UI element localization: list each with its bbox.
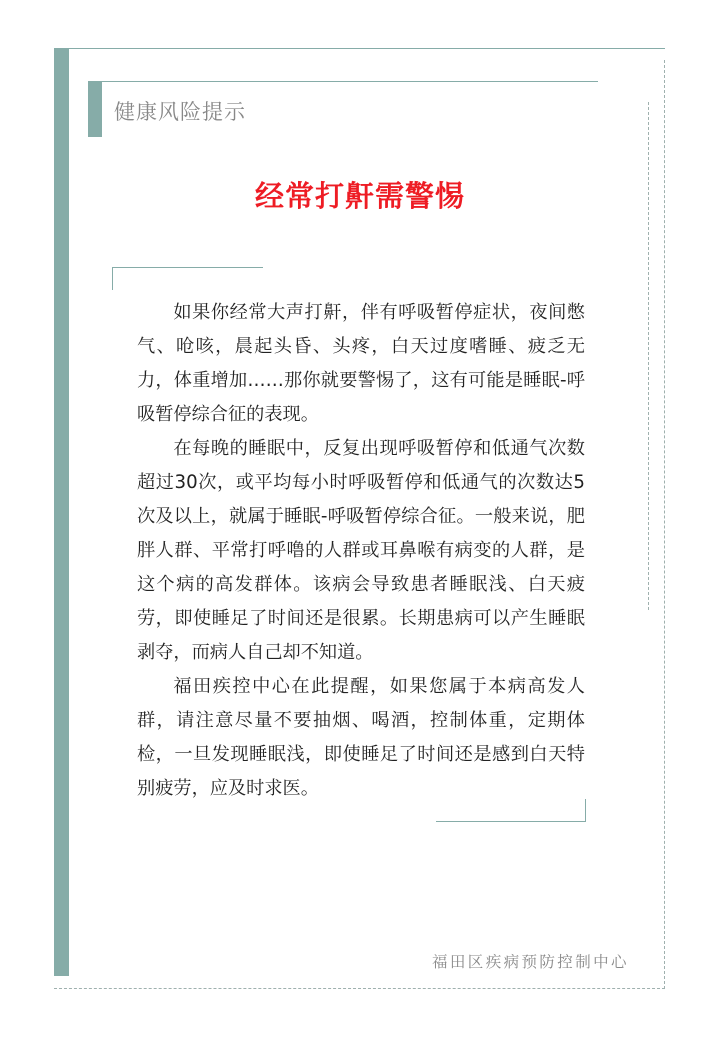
- frame-top-line: [54, 48, 665, 49]
- corner-bracket-top-left-vertical: [112, 267, 113, 290]
- header-underline: [88, 81, 598, 82]
- paragraph-definition: 在每晚的睡眠中，反复出现呼吸暂停和低通气次数超过30次，或平均每小时呼吸暂停和低通气的次数达5次及以上，就属于睡眠-呼吸暂停综合征。一般来说，肥胖人群、平常打呼噜的人群或耳鼻喉有病变的人群，是这个病的高发群体。该病会导致患者睡眠浅、白天疲劳，即使睡足了时间还是很累。长期患病可以产生睡眠剥夺，而病人自己却不知道。: [137, 438, 585, 663]
- section-header-title: 健康风险提示: [114, 100, 246, 124]
- paragraph-symptoms: 如果你经常大声打鼾，伴有呼吸暂停症状，夜间憋气、呛咳，晨起头昏、头疼，白天过度嗜睡、疲乏无力，体重增加……那你就要警惕了，这有可能是睡眠-呼吸暂停综合征的表现。: [137, 302, 585, 425]
- corner-bracket-bottom-right: [436, 821, 586, 822]
- article-body: [137, 296, 585, 806]
- footer-organization: 福田区疾病预防控制中心: [432, 953, 629, 971]
- header-accent-bar: [88, 81, 102, 137]
- corner-bracket-bottom-right-vertical: [585, 799, 586, 822]
- article-title: 经常打鼾需警惕: [254, 179, 465, 213]
- frame-bottom-dashed-line: [54, 988, 665, 989]
- corner-bracket-top-left: [112, 267, 263, 268]
- paragraph-advice: 福田疾控中心在此提醒，如果您属于本病高发人群，请注意尽量不要抽烟、喝酒，控制体重，定期体检，一旦发现睡眠浅，即使睡足了时间还是感到白天特别疲劳，应及时求医。: [137, 676, 585, 799]
